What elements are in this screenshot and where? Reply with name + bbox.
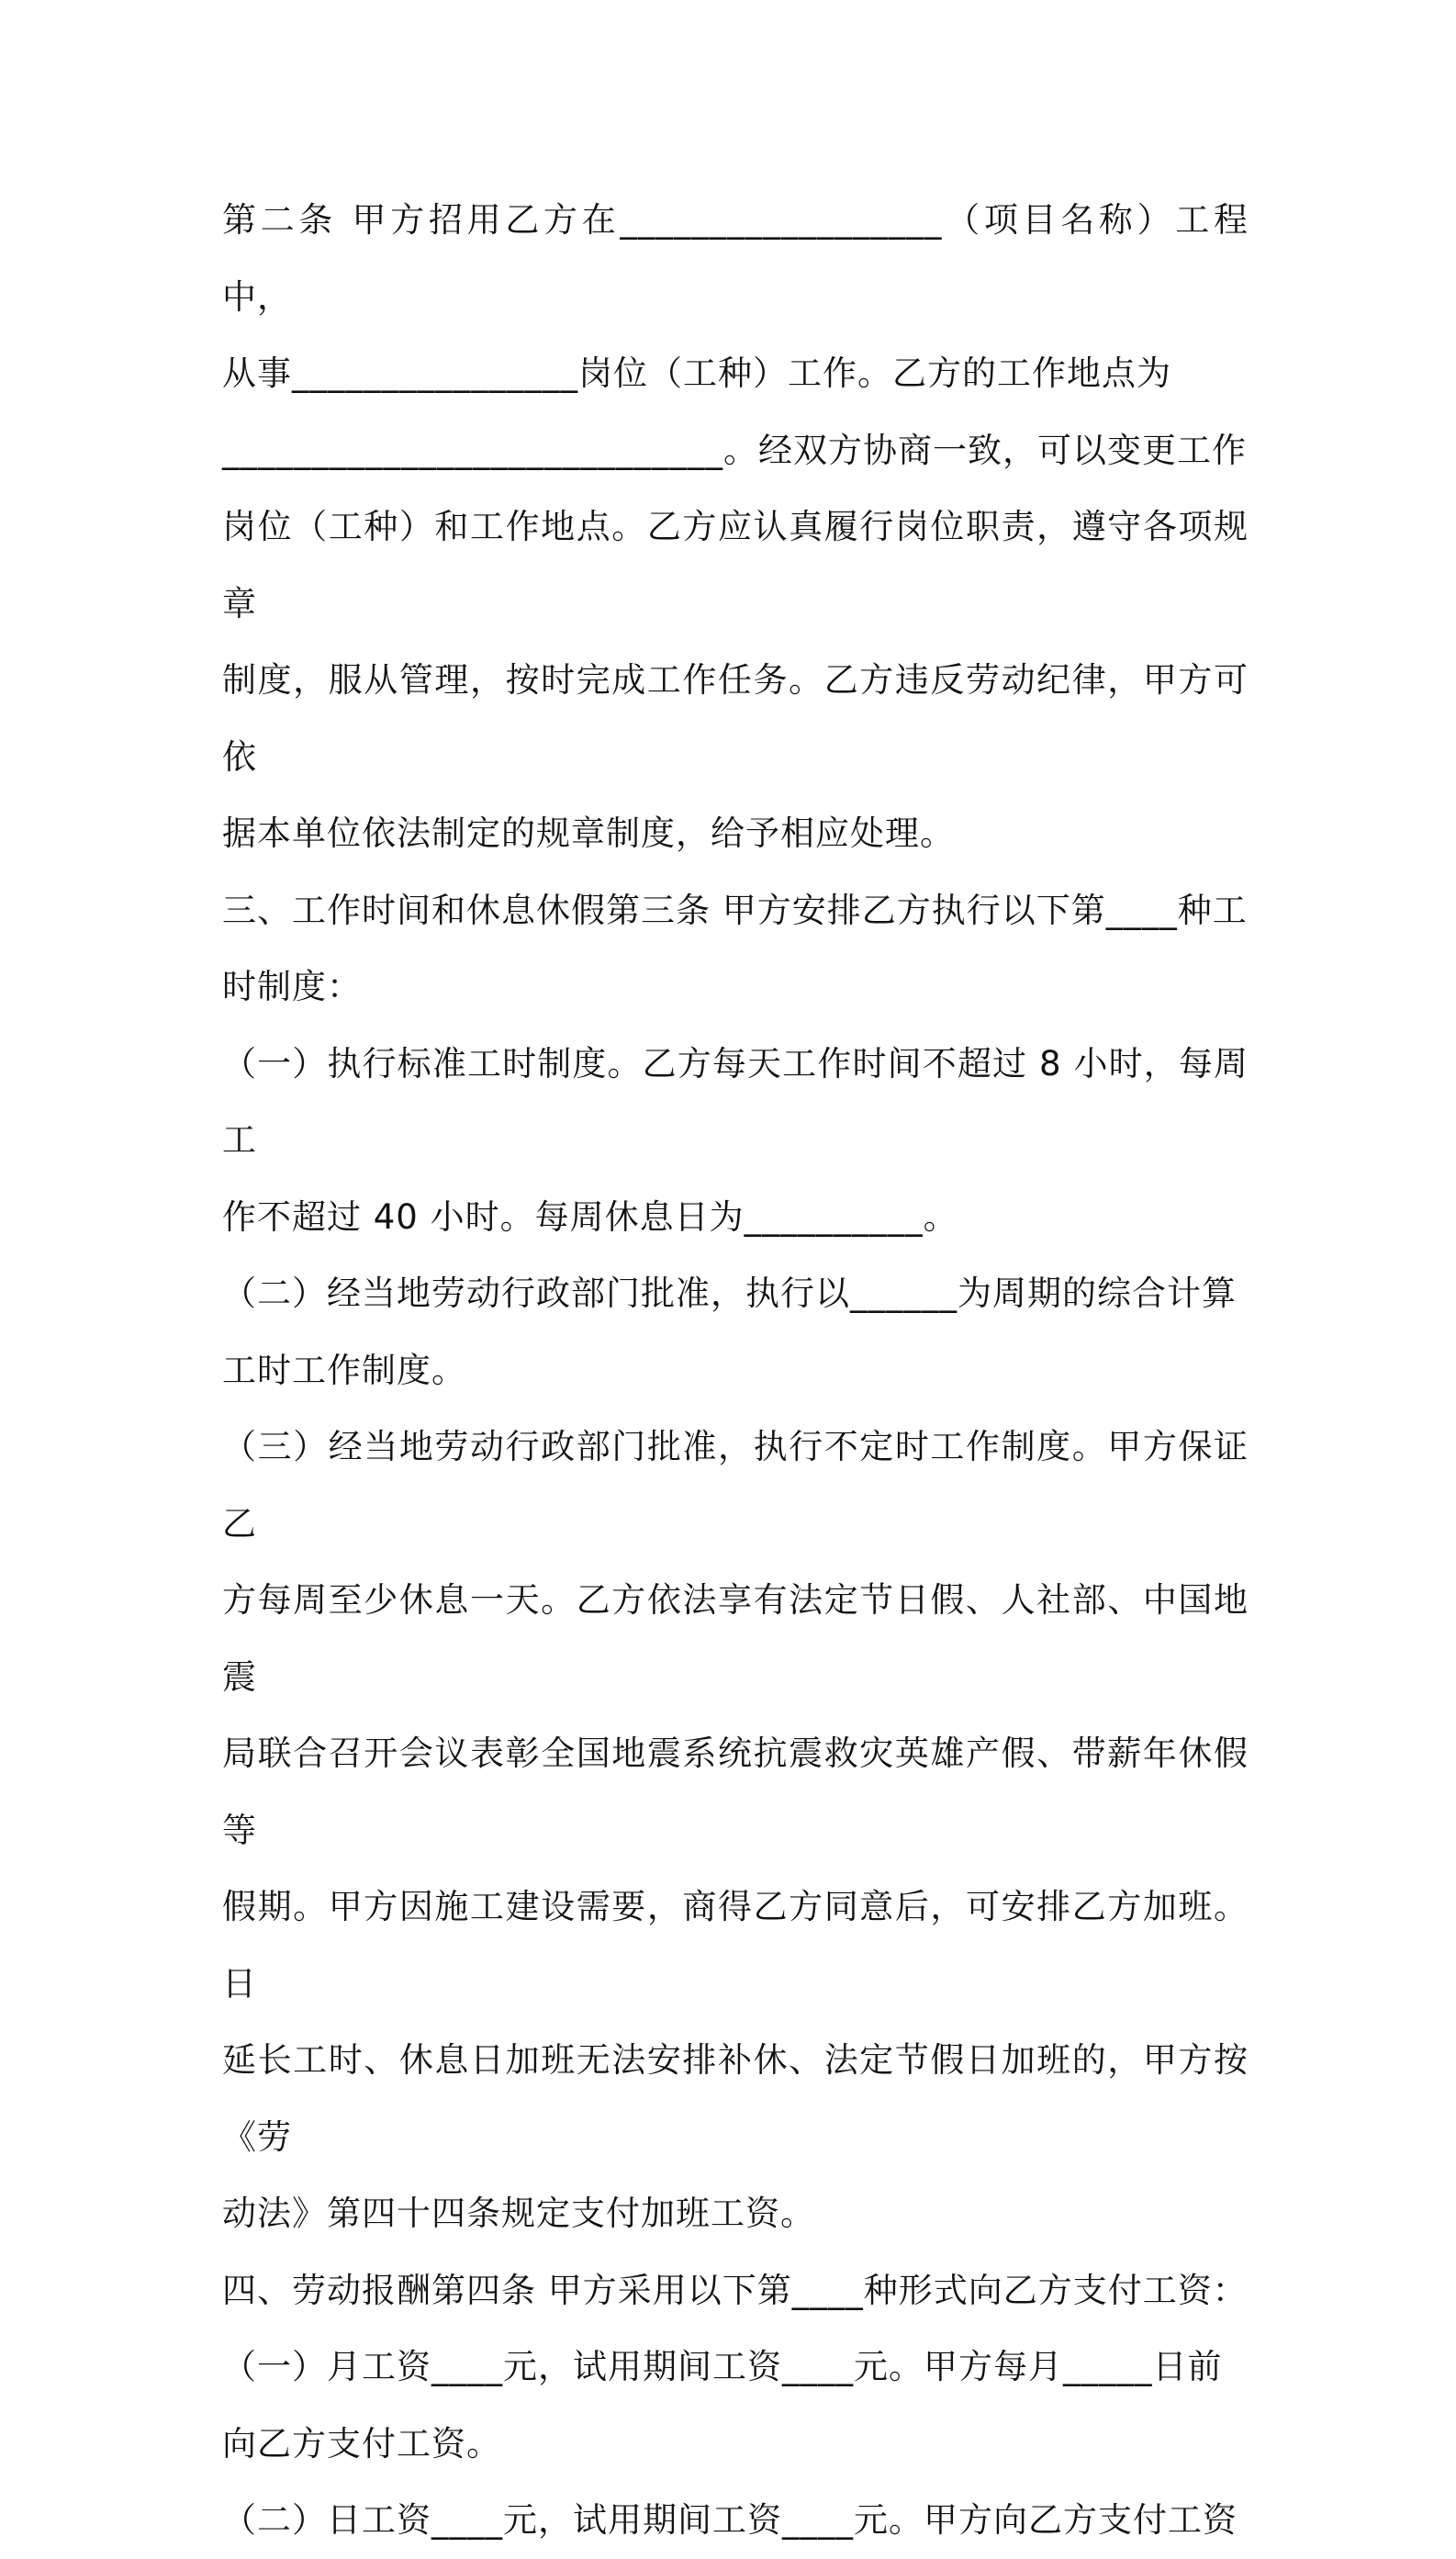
text-line: 工时工作制度。 [222, 1350, 466, 1390]
text-line: （二）日工资____元，试用期间工资____元。甲方向乙方支付工资 [222, 2500, 1238, 2540]
item-1-monthly-wage-paragraph [222, 2329, 1249, 2482]
text-line: （三）经当地劳动行政部门批准，执行不定时工作制度。甲方保证乙 [222, 1427, 1249, 1543]
text-line: 动法》第四十四条规定支付加班工资。 [222, 2194, 815, 2233]
text-line: （一）月工资____元，试用期间工资____元。甲方每月_____日前 [222, 2347, 1223, 2386]
item-3-flexible-hours-paragraph [222, 1409, 1249, 2252]
text-line: 三、工作时间和休息休假第三条 甲方安排乙方执行以下第____种工 [222, 890, 1248, 930]
item-1-standard-hours-paragraph [222, 1026, 1249, 1256]
section-3-heading-paragraph [222, 872, 1249, 1026]
item-2-daily-wage-paragraph [222, 2482, 1249, 2559]
text-line: （二）经当地劳动行政部门批准，执行以______为周期的综合计算 [222, 1274, 1237, 1313]
text-line: 岗位（工种）和工作地点。乙方应认真履行岗位职责，遵守各项规章 [222, 507, 1249, 623]
text-line: ____________________________。经双方协商一致，可以变更工作 [222, 430, 1247, 470]
document-body [222, 182, 1249, 2559]
item-2-comprehensive-hours-paragraph [222, 1255, 1249, 1409]
section-4-heading-paragraph [222, 2252, 1249, 2329]
text-line: （一）执行标准工时制度。乙方每天工作时间不超过 8 小时，每周工 [222, 1043, 1249, 1160]
text-line: 延长工时、休息日加班无法安排补休、法定节假日加班的，甲方按《劳 [222, 2040, 1249, 2157]
text-line: 据本单位依法制定的规章制度，给予相应处理。 [222, 814, 955, 853]
text-line: 四、劳动报酬第四条 甲方采用以下第____种形式向乙方支付工资： [222, 2270, 1248, 2310]
text-line: 假期。甲方因施工建设需要，商得乙方同意后，可安排乙方加班。日 [222, 1887, 1249, 2003]
text-line: 从事________________岗位（工种）工作。乙方的工作地点为 [222, 354, 1171, 393]
article-2-paragraph [222, 182, 1249, 872]
text-line: 局联合召开会议表彰全国地震系统抗震救灾英雄产假、带薪年休假等 [222, 1734, 1249, 1850]
text-line: 时制度： [222, 967, 362, 1006]
text-line: 方每周至少休息一天。乙方依法享有法定节日假、人社部、中国地震 [222, 1580, 1249, 1697]
text-line: 作不超过 40 小时。每周休息日为__________。 [222, 1196, 958, 1237]
text-line: 制度，服从管理，按时完成工作任务。乙方违反劳动纪律，甲方可依 [222, 660, 1249, 777]
text-line: 第二条 甲方招用乙方在__________________（项目名称）工程中， [222, 200, 1249, 317]
text-line: 向乙方支付工资。 [222, 2423, 501, 2464]
